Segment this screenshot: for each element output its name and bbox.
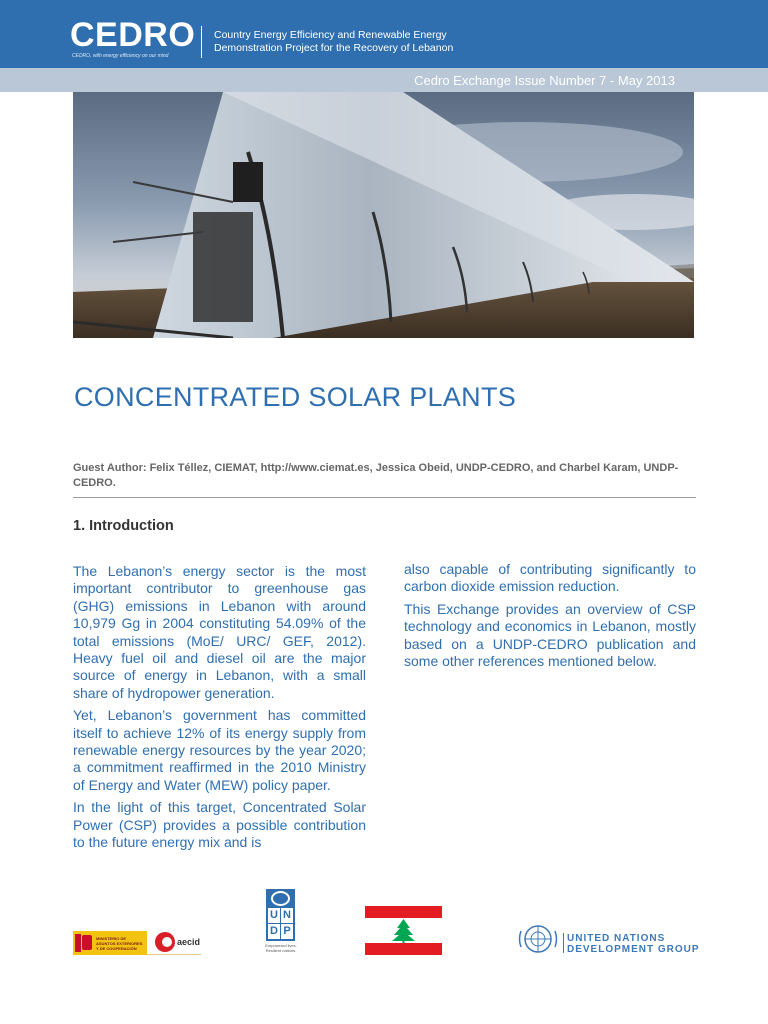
paragraph: also capable of contributing significantly to carbon dioxide emission reduction. (404, 561, 696, 595)
spain-ministry-text: MINISTERIO DE ASUNTOS EXTERIORES Y DE COOPERACIÓN (96, 936, 143, 951)
undp-letter: N (281, 908, 293, 923)
page-title: CONCENTRATED SOLAR PLANTS (74, 382, 517, 412)
paragraph: This Exchange provides an overview of CSP technology and economics in Lebanon, mostly based on a UNDP-CEDRO publication and some other references mentioned below. (404, 600, 696, 670)
aecid-icon (155, 932, 175, 952)
spain-stripe (75, 934, 81, 952)
hero-image (73, 92, 694, 338)
paragraph: Yet, Lebanon’s government has committed itself to achieve 12% of its energy supply from renewable energy resources by the year 2020; a commitment reaffirmed in the 2010 Ministry of Energy and Water (MEW) policy paper. (73, 707, 366, 793)
undg-divider (563, 933, 564, 953)
undp-letter: D (268, 924, 280, 939)
guest-author: Guest Author: Felix Téllez, CIEMAT, http://www.ciemat.es, Jessica Obeid, UNDP-CEDRO, and Charbel Karam, UNDP-CEDRO. (73, 462, 679, 489)
undp-letter: P (281, 924, 293, 939)
un-emblem-icon (518, 923, 558, 955)
undp-caption: Empowered lives. Resilient nations. (265, 943, 297, 953)
divider-rule (73, 497, 696, 498)
undp-logo (266, 889, 295, 941)
project-description-line2: Demonstration Project for the Recovery of Lebanon (214, 42, 454, 54)
right-column (404, 561, 696, 675)
solar-trough-photo (73, 92, 694, 338)
undp-letters (268, 908, 293, 939)
lebanon-flag (365, 906, 442, 955)
aecid-label: aecid (177, 937, 201, 947)
left-column (73, 563, 366, 857)
lebanon-flag-icon (365, 906, 442, 955)
undg-line1: UNITED NATIONS (567, 933, 666, 944)
project-description (214, 29, 453, 55)
cedro-logo: CEDRO (70, 16, 196, 54)
header-divider (201, 26, 202, 58)
paragraph: The Lebanon’s energy sector is the most important contributor to greenhouse gas (GHG) emissions in Lebanon with around 10,979 Gg in 2004 constituting 54.09% of the total emissions (MoE/ URC/ GEF, 2012). Heavy fuel oil and diesel oil are the major source of energy in Lebanon, with a small share of hydropower generation. (73, 563, 366, 701)
header-banner (0, 0, 768, 68)
cedro-tagline: CEDRO, with energy efficiency on our mind (72, 53, 169, 59)
issue-number: Cedro Exchange Issue Number 7 - May 2013 (414, 73, 675, 88)
undg-line2: DEVELOPMENT GROUP (567, 944, 700, 955)
undg-name (567, 933, 700, 955)
paragraph: In the light of this target, Concentrated Solar Power (CSP) provides a possible contribution to the future energy mix and is (73, 799, 366, 851)
undp-letter: U (268, 908, 280, 923)
project-description-line1: Country Energy Efficiency and Renewable Energy (214, 29, 447, 41)
spain-cooperation-logo (73, 931, 201, 955)
section-title: 1. Introduction (73, 518, 174, 534)
spain-crest-icon (82, 935, 92, 950)
un-globe-icon (271, 891, 290, 906)
